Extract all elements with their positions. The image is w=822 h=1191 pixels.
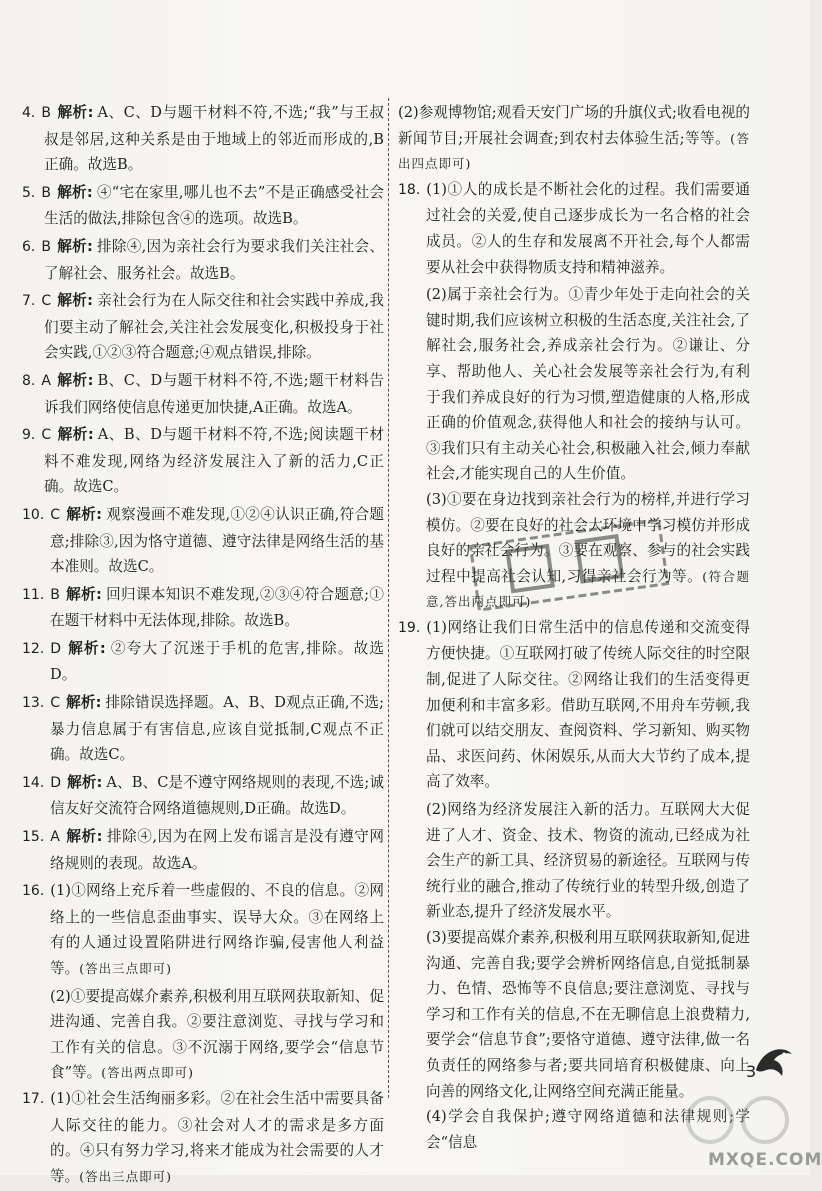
watermark-text: MXQE.COM — [708, 1150, 822, 1170]
right-column — [398, 100, 750, 1155]
answer-letter: B — [41, 238, 51, 255]
choice-answer-list — [22, 100, 384, 876]
answer-letter: C — [41, 427, 52, 444]
question-18-part-3: (3)①要在身边找到亲社会行为的榜样,并进行学习模仿。②要在良好的社会大环境中学习模仿并形成良好的亲社会行为。③要在观察、参与的社会实践过程中提高社会认知,习得亲社会行为等。(符合题意,答出两点即可) — [426, 490, 750, 610]
analysis-label: 解析: — [65, 828, 103, 846]
analysis-label: 解析: — [67, 639, 106, 657]
question-number: 6. — [22, 238, 36, 255]
answer-letter: C — [50, 506, 61, 523]
question-number: 8. — [22, 372, 36, 389]
analysis-text: A、B、D与题干材料不符,不选;阅读题干材料不难发现,网络为经济发展注入了新的活力,C正确。故选C。 — [44, 426, 384, 496]
choice-answer-item — [22, 582, 384, 634]
question-number: 11. — [22, 586, 45, 603]
choice-answer-item — [22, 288, 384, 366]
analysis-text: ②夸大了沉迷于手机的危害,排除。故选D。 — [50, 639, 384, 684]
answer-letter: C — [41, 293, 52, 310]
choice-answer-item — [22, 502, 384, 580]
faded-stamp-icon — [470, 525, 670, 605]
analysis-text: 排除错误选择题。A、B、D观点正确,不选;暴力信息属于有害信息,应该自觉抵制,C观点不正确。故选C。 — [50, 694, 384, 764]
answer-letter: A — [50, 829, 60, 846]
analysis-text: 排除④,因为在网上发布谣言是没有遵守网络规则的表现。故选A。 — [50, 828, 385, 872]
answer-letter: B — [41, 184, 51, 201]
question-18-part-2: (2)属于亲社会行为。①青少年处于走向社会的关键时期,我们应该树立积极的生活态度,关注社会,了解社会,服务社会,养成亲社会行为。②谦让、分享、帮助他人、关心社会发展等亲社会行为,有利于我们养成良好的行为习惯,塑造健康的人格,形成正确的价值观念,获得他人和社会的接纳与认可。③我们只有主动关心社会,积极融入社会,倾力奉献社会,才能实现自己的人生价值。 — [426, 286, 750, 483]
choice-answer-item — [22, 422, 384, 500]
question-number: 18. — [398, 181, 421, 198]
answer-note: (答出四点即可) — [398, 130, 750, 172]
answer-letter: D — [50, 774, 62, 791]
analysis-text: 回归课本知识不难发现,②③④符合题意;①在题干材料中无法体现,排除。故选B。 — [50, 585, 384, 630]
question-number: 7. — [22, 293, 36, 310]
question-17-part-1: 17. (1)①社会生活绚丽多彩。②在社会生活中需要具备人际交往的能力。③社会对人才的需求是多方面的。④只有努力学习,将来才能成为社会需要的人才等。(答出三点即可) — [22, 1086, 384, 1189]
analysis-label: 解析: — [57, 292, 93, 310]
question-19-part-1: 19. (1)网络让我们日常生活中的信息传递和交流变得方便快捷。①互联网打破了传统人际交往的时空限制,促进了人际交往。②网络让我们的生活变得更加便利和丰富多彩。借助互联网,不用舟车劳顿,我们就可以结交朋友、查阅资料、学习新知、购买物品、求医问药、休闲娱乐,从而大大节约了成本,提高了效率。 — [398, 615, 750, 795]
analysis-text: 排除④,因为亲社会行为要求我们关注社会、了解社会、服务社会。故选B。 — [44, 237, 384, 282]
question-number: 5. — [22, 184, 36, 201]
answer-letter: C — [50, 695, 61, 712]
choice-answer-item — [22, 180, 384, 232]
analysis-text: B、C、D与题干材料不符,不选;题干材料告诉我们网络使信息传递更加快捷,A正确。故选A。 — [44, 371, 384, 416]
analysis-label: 解析: — [67, 773, 103, 791]
answer-note: (答出三点即可) — [79, 1168, 172, 1184]
question-number: 16. — [22, 883, 45, 900]
analysis-label: 解析: — [66, 694, 102, 712]
answer-letter: B — [50, 586, 60, 603]
choice-answer-item — [22, 368, 384, 420]
dolphin-logo-icon — [752, 1040, 796, 1084]
question-number: 17. — [22, 1090, 45, 1107]
question-18-part-1: 18. (1)①人的成长是不断社会化的过程。我们需要通过社会的关爱,使自己逐步成长为一名合格的社会成员。②人的生存和发展离不开社会,每个人都需要从社会中获得物质支持和精神滋养。 — [398, 177, 750, 280]
analysis-label: 解析: — [65, 585, 102, 603]
analysis-text: 观察漫画不难发现,①②④认识正确,符合题意;排除③,因为恪守道德、遵守法律是网络生活的基本准则。故选C。 — [50, 505, 384, 576]
choice-answer-item — [22, 636, 384, 688]
choice-answer-item — [22, 690, 384, 768]
analysis-label: 解析: — [57, 426, 94, 444]
answer-note: (答出三点即可) — [79, 961, 172, 976]
question-number: 12. — [22, 640, 45, 657]
question-number: 19. — [398, 619, 421, 636]
question-19-part-2: (2)网络为经济发展注入新的活力。互联网大大促进了人才、资金、技术、物资的流动,已经成为社会生产的新工具、经济贸易的新途径。互联网与传统行业的融合,推动了传统行业的转型升级,创造了新业态,提升了经济发展水平。 — [426, 801, 750, 921]
column-divider — [388, 98, 390, 1098]
choice-answer-item — [22, 100, 384, 178]
answer-letter: B — [41, 105, 51, 121]
choice-answer-item — [22, 824, 384, 876]
choice-answer-item — [22, 770, 384, 822]
answer-letter: A — [41, 372, 51, 389]
analysis-text: ④“宅在家里,哪儿也不去”不是正确感受社会生活的做法,排除包含④的选项。故选B。 — [44, 183, 384, 228]
question-number: 9. — [22, 427, 36, 444]
choice-answer-item — [22, 234, 384, 286]
page-number: 3 — [746, 1062, 757, 1081]
analysis-label: 解析: — [56, 237, 93, 255]
question-number: 13. — [22, 695, 45, 712]
watermark-logo-icon — [680, 1090, 800, 1150]
analysis-label: 解析: — [56, 104, 94, 121]
left-column — [22, 100, 384, 1191]
question-16-part-2: (2)①要提高媒介素养,积极利用互联网获取新知、促进沟通、完善自我。②要注意浏览、寻找与学习和工作有关的信息。③不沉溺于网络,要学会“信息节食”等。(答出两点即可) — [50, 987, 384, 1082]
analysis-text: A、B、C是不遵守网络规则的表现,不选;诚信友好交流符合网络道德规则,D正确。故选D。 — [50, 773, 384, 818]
analysis-text: A、C、D与题干材料不符,不选;“我”与王叔叔是邻居,这种关系是由于地域上的邻近而形成的,B正确。故选B。 — [44, 104, 385, 174]
question-16-part-1: 16. (1)①网络上充斥着一些虚假的、不良的信息。②网络上的一些信息歪曲事实、误导大众。③在网络上有的人通过设置陷阱进行网络诈骗,侵害他人利益等。(答出三点即可) — [22, 878, 384, 981]
analysis-text: 亲社会行为在人际交往和社会实践中养成,我们要主动了解社会,关注社会发展变化,积极投身于社会实践,①②③符合题意;④观点错误,排除。 — [44, 292, 384, 362]
answer-note: (符合题意,答出两点即可) — [426, 568, 750, 610]
question-number: 4. — [22, 105, 36, 121]
answer-letter: D — [50, 640, 62, 657]
question-17-part-2: (2)参观博物馆;观看天安门广场的升旗仪式;收看电视的新闻节目;开展社会调查;到农村去体验生活;等等。(答出四点即可) — [398, 104, 750, 172]
analysis-label: 解析: — [56, 183, 93, 201]
analysis-label: 解析: — [66, 505, 102, 523]
answer-note: (答出两点即可) — [101, 1065, 195, 1081]
question-19-part-3: (3)要提高媒介素养,积极利用互联网获取新知,促进沟通、完善自我;要学会辨析网络信息,自觉抵制暴力、色情、恐怖等不良信息;要注意浏览、寻找与学习和工作有关的信息,不在无聊信息上浪费精力,要学会“信息节食”;要恪守道德、遵守法律,做一名负责任的网络参与者;要共同培育积极健康、向上向善的网络文化,让网络空间充满正能量。 — [426, 929, 750, 1100]
analysis-label: 解析: — [56, 371, 94, 389]
question-19-part-4: (4)学会自我保护;遵守网络道德和法律规则;学会“信息 — [426, 1108, 750, 1151]
question-number: 14. — [22, 774, 45, 791]
question-number: 15. — [22, 829, 45, 846]
question-number: 10. — [22, 506, 45, 523]
